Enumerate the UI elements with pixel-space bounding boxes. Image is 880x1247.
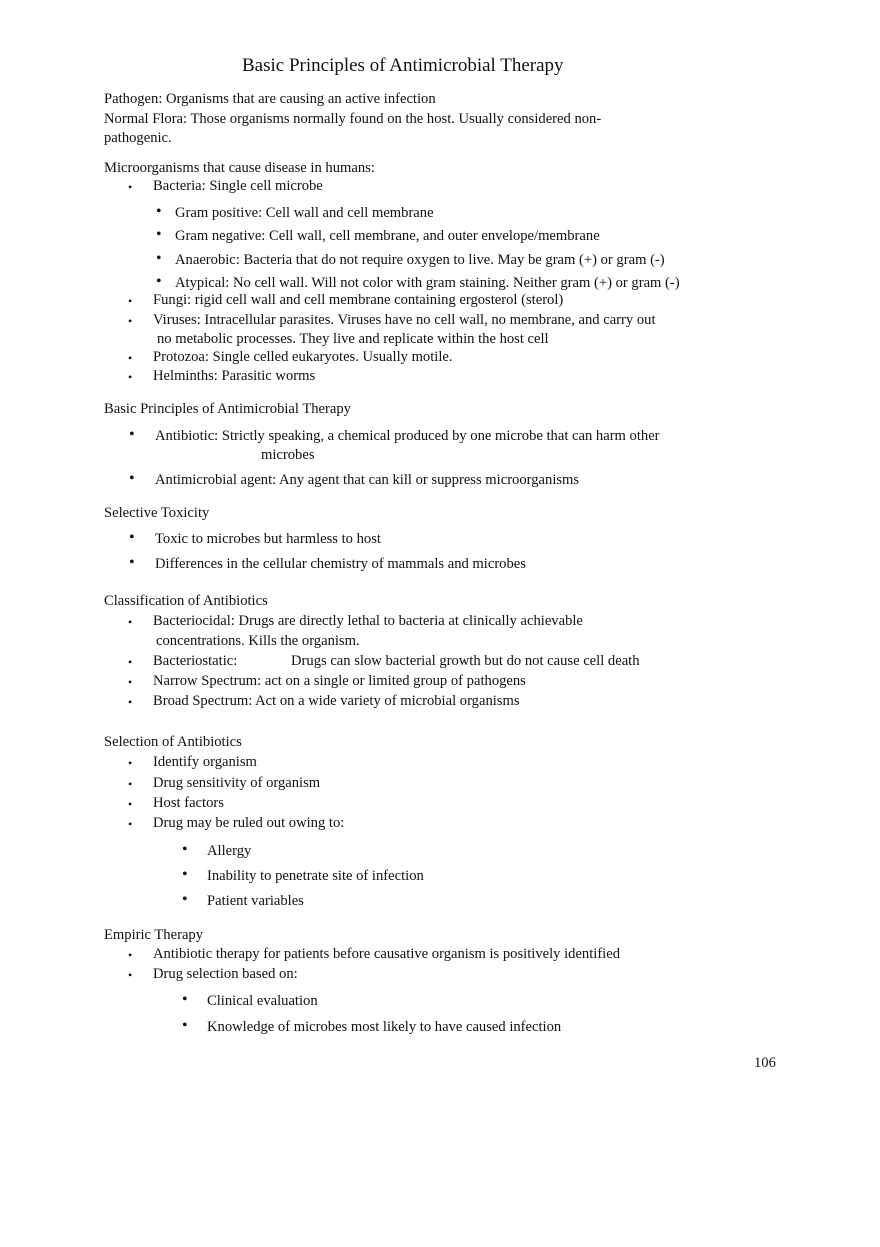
list-item-bacteriocidal: Bacteriocidal: Drugs are directly lethal to bacteria at clinically achievable [153, 613, 583, 629]
bullet-icon: • [128, 675, 133, 689]
bullet-icon: • [128, 294, 133, 308]
sub-item-penetrate: Inability to penetrate site of infection [207, 868, 424, 884]
list-item-empiric-therapy: Antibiotic therapy for patients before causative organism is positively identified [153, 946, 621, 962]
list-item-narrow-spectrum: Narrow Spectrum: act on a single or limited group of pathogens [153, 673, 526, 689]
list-item-anaerobic: Anaerobic: Bacteria that do not require oxygen to live. May be gram (+) or gram (-) [175, 252, 665, 268]
list-item-antimicrobial-agent: Antimicrobial agent: Any agent that can kill or suppress microorganisms [155, 472, 580, 488]
section-heading-selective-toxicity: Selective Toxicity [104, 505, 210, 521]
bullet-icon: • [128, 351, 133, 365]
bullet-icon: • [128, 655, 133, 669]
bullet-icon: • [182, 991, 188, 1008]
list-item-helminths: Helminths: Parasitic worms [153, 368, 316, 384]
list-item-identify-organism: Identify organism [153, 754, 257, 770]
list-item-broad-spectrum: Broad Spectrum: Act on a wide variety of microbial organisms [153, 693, 520, 709]
bullet-icon: • [129, 529, 135, 546]
bullet-icon: • [182, 841, 188, 858]
bullet-icon: • [128, 180, 133, 194]
list-item-protozoa: Protozoa: Single celled eukaryotes. Usually motile. [153, 349, 453, 365]
section-heading-empiric: Empiric Therapy [104, 927, 204, 943]
bullet-icon: • [128, 797, 133, 811]
bullet-icon: • [182, 866, 188, 883]
bullet-icon: • [128, 756, 133, 770]
bullet-icon: • [128, 777, 133, 791]
bullet-icon: • [182, 891, 188, 908]
bullet-icon: • [128, 817, 133, 831]
list-item-antibiotic: Antibiotic: Strictly speaking, a chemical produced by one microbe that can harm other [155, 428, 660, 444]
sub-item-allergy: Allergy [207, 843, 252, 859]
bullet-icon: • [128, 370, 133, 384]
list-item-atypical: Atypical: No cell wall. Will not color with gram staining. Neither gram (+) or gram (-) [175, 275, 680, 291]
list-item-drug-sensitivity: Drug sensitivity of organism [153, 775, 321, 791]
sub-item-knowledge-microbes: Knowledge of microbes most likely to have caused infection [207, 1019, 562, 1035]
bullet-icon: • [182, 1017, 188, 1034]
section-heading-classification: Classification of Antibiotics [104, 593, 268, 609]
page-title: Basic Principles of Antimicrobial Therapy [242, 55, 564, 76]
list-item-bacteriocidal-cont: concentrations. Kills the organism. [156, 633, 360, 649]
list-item-toxic: Toxic to microbes but harmless to host [155, 531, 381, 547]
bullet-icon: • [156, 250, 162, 267]
bullet-icon: • [129, 470, 135, 487]
list-item-host-factors: Host factors [153, 795, 224, 811]
list-item-viruses-cont: no metabolic processes. They live and replicate within the host cell [157, 331, 549, 347]
list-item-differences: Differences in the cellular chemistry of mammals and microbes [155, 556, 526, 572]
bullet-icon: • [128, 695, 133, 709]
list-item-viruses: Viruses: Intracellular parasites. Viruses have no cell wall, no membrane, and carry out [153, 312, 656, 328]
bullet-icon: • [128, 615, 133, 629]
list-item-bacteria: Bacteria: Single cell microbe [153, 178, 323, 194]
section-heading-basic-principles: Basic Principles of Antimicrobial Therapy [104, 401, 351, 417]
sub-item-clinical-evaluation: Clinical evaluation [207, 993, 318, 1009]
list-item-bacteriostatic-label: Bacteriostatic: [153, 653, 238, 669]
page-number: 106 [754, 1055, 776, 1071]
list-item-antibiotic-cont: microbes [261, 447, 315, 463]
list-item-drug-selection: Drug selection based on: [153, 966, 298, 982]
bullet-icon: • [128, 948, 133, 962]
section-heading-selection: Selection of Antibiotics [104, 734, 242, 750]
sub-item-patient-variables: Patient variables [207, 893, 304, 909]
bullet-icon: • [128, 314, 133, 328]
definition-normal-flora: Normal Flora: Those organisms normally found on the host. Usually considered non- [104, 111, 602, 127]
list-item-fungi: Fungi: rigid cell wall and cell membrane containing ergosterol (sterol) [153, 292, 564, 308]
list-item-bacteriostatic-text: Drugs can slow bacterial growth but do not cause cell death [291, 653, 640, 669]
bullet-icon: • [156, 226, 162, 243]
bullet-icon: • [129, 554, 135, 571]
bullet-icon: • [156, 203, 162, 220]
definition-normal-flora-cont: pathogenic. [104, 130, 172, 146]
list-item-ruled-out: Drug may be ruled out owing to: [153, 815, 345, 831]
section-heading-microorganisms: Microorganisms that cause disease in humans: [104, 160, 375, 176]
bullet-icon: • [156, 273, 162, 290]
bullet-icon: • [128, 968, 133, 982]
list-item-gram-negative: Gram negative: Cell wall, cell membrane, and outer envelope/membrane [175, 228, 600, 244]
definition-pathogen: Pathogen: Organisms that are causing an active infection [104, 91, 436, 107]
bullet-icon: • [129, 426, 135, 443]
list-item-gram-positive: Gram positive: Cell wall and cell membrane [175, 205, 434, 221]
